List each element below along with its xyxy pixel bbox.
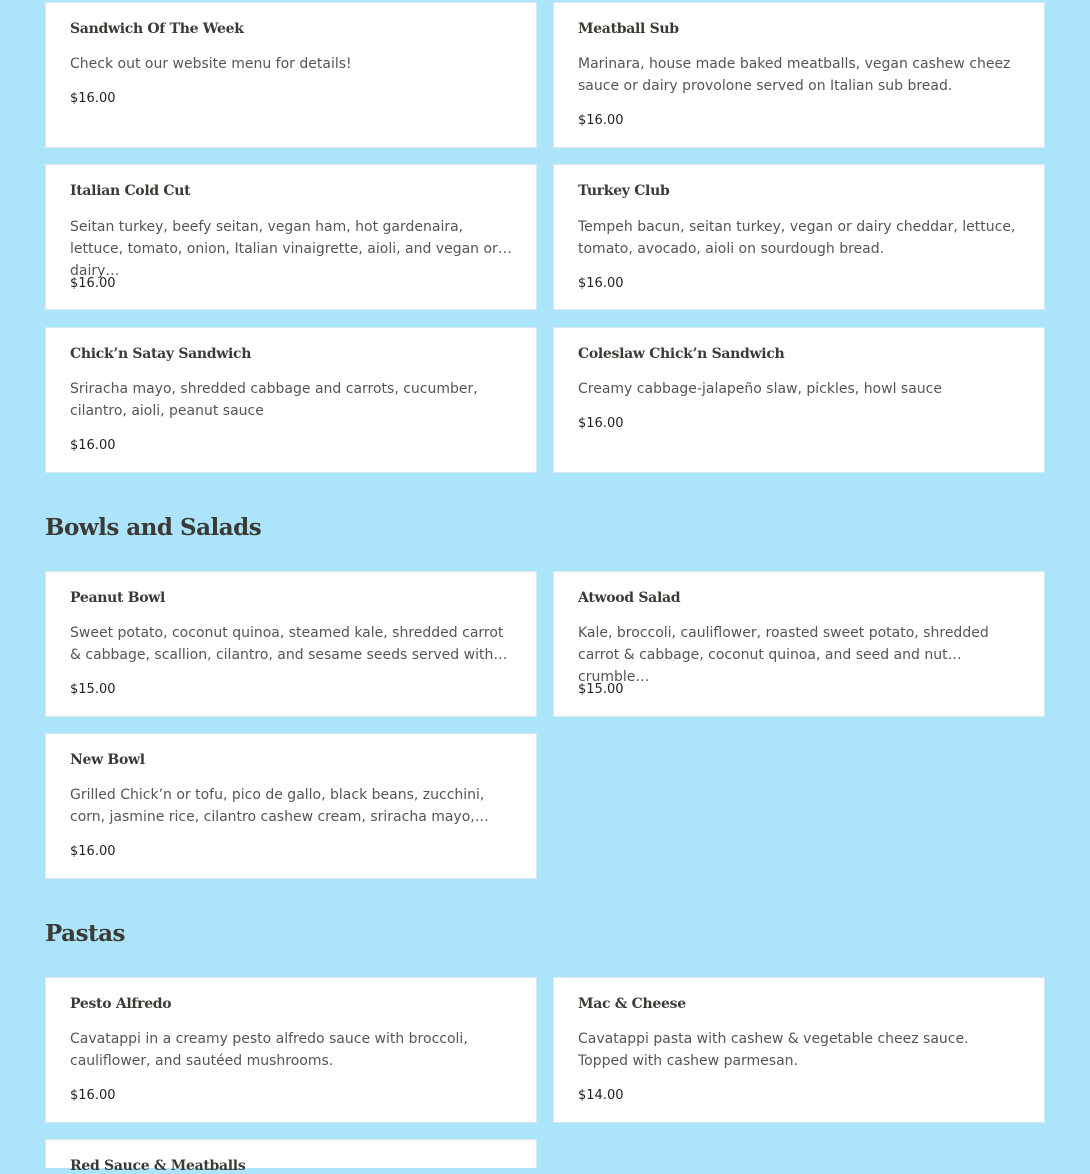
menu-item-name: Red Sauce & Meatballs [70, 1158, 246, 1174]
menu-item-description: Tempeh bacun, seitan turkey, vegan or dairy cheddar, lettuce, tomato, avocado, aioli on sourdough bread. [578, 219, 1016, 257]
menu-item-description: Sweet potato, coconut quinoa, steamed kale, shredded carrot & cabbage, scallion, cilantro, and sesame seeds served with… [70, 625, 508, 663]
menu-item-description: Check out our website menu for details! [70, 56, 352, 72]
menu-item-price: $16.00 [578, 416, 624, 431]
menu-item-card[interactable] [553, 977, 1045, 1123]
menu-item-description: Marinara, house made baked meatballs, vegan cashew cheez sauce or dairy provolone served on Italian sub bread. [578, 56, 1011, 94]
menu-item-name: Peanut Bowl [70, 590, 166, 606]
menu-item-name: Pesto Alfredo [70, 996, 172, 1012]
menu-item-description: Grilled Chick’n or tofu, pico de gallo, black beans, zucchini, corn, jasmine rice, cilantro cashew cream, sriracha mayo,… [70, 787, 489, 825]
menu-item-description: Cavatappi in a creamy pesto alfredo sauce with broccoli, cauliflower, and sautéed mushrooms. [70, 1031, 468, 1069]
menu-item-card[interactable] [45, 327, 537, 473]
menu-item-price: $16.00 [70, 844, 116, 859]
menu-item-price: $16.00 [70, 1088, 116, 1103]
menu-item-description: Kale, broccoli, cauliflower, roasted sweet potato, shredded carrot & cabbage, coconut quinoa, and seed and nut crumble… [578, 625, 989, 685]
menu-item-name: Coleslaw Chick’n Sandwich [578, 346, 785, 362]
menu-item-description: Cavatappi pasta with cashew & vegetable cheez sauce. Topped with cashew parmesan. [578, 1031, 969, 1069]
menu-item-price: $15.00 [578, 682, 624, 697]
menu-item-card[interactable] [553, 2, 1045, 148]
menu-item-card[interactable] [45, 1139, 537, 1174]
menu-item-name: Italian Cold Cut [70, 183, 191, 199]
menu-item-card[interactable] [45, 571, 537, 717]
menu-item-price: $14.00 [578, 1088, 624, 1103]
menu-item-card[interactable] [553, 327, 1045, 473]
menu-item-card[interactable] [553, 164, 1045, 310]
section-title: Pastas [45, 920, 126, 947]
menu-item-description: Sriracha mayo, shredded cabbage and carrots, cucumber, cilantro, aioli, peanut sauce [70, 381, 478, 419]
menu-item-price: $16.00 [578, 113, 624, 128]
menu-item-name: Mac & Cheese [578, 996, 686, 1012]
section-title: Bowls and Salads [45, 514, 262, 541]
menu-item-card[interactable] [45, 733, 537, 879]
menu-item-card[interactable] [45, 2, 537, 148]
menu-item-description: Creamy cabbage-jalapeño slaw, pickles, howl sauce [578, 381, 942, 397]
menu-item-price: $16.00 [70, 91, 116, 106]
menu-item-price: $16.00 [70, 276, 116, 291]
menu-item-name: Turkey Club [578, 183, 670, 199]
menu-item-name: Sandwich Of The Week [70, 21, 244, 37]
menu-item-card[interactable] [45, 164, 537, 310]
menu-item-card[interactable] [45, 977, 537, 1123]
menu-item-description: Seitan turkey, beefy seitan, vegan ham, hot gardenaira, lettuce, tomato, onion, Italian vinaigrette, aioli, and vegan or dairy… [70, 219, 498, 279]
menu-item-card[interactable] [553, 571, 1045, 717]
menu-item-price: $16.00 [578, 276, 624, 291]
menu-item-name: Meatball Sub [578, 21, 679, 37]
menu-item-price: $15.00 [70, 682, 116, 697]
menu-item-name: Chick’n Satay Sandwich [70, 346, 252, 362]
menu-item-name: New Bowl [70, 752, 145, 768]
menu-item-name: Atwood Salad [578, 590, 681, 606]
menu-item-price: $16.00 [70, 438, 116, 453]
